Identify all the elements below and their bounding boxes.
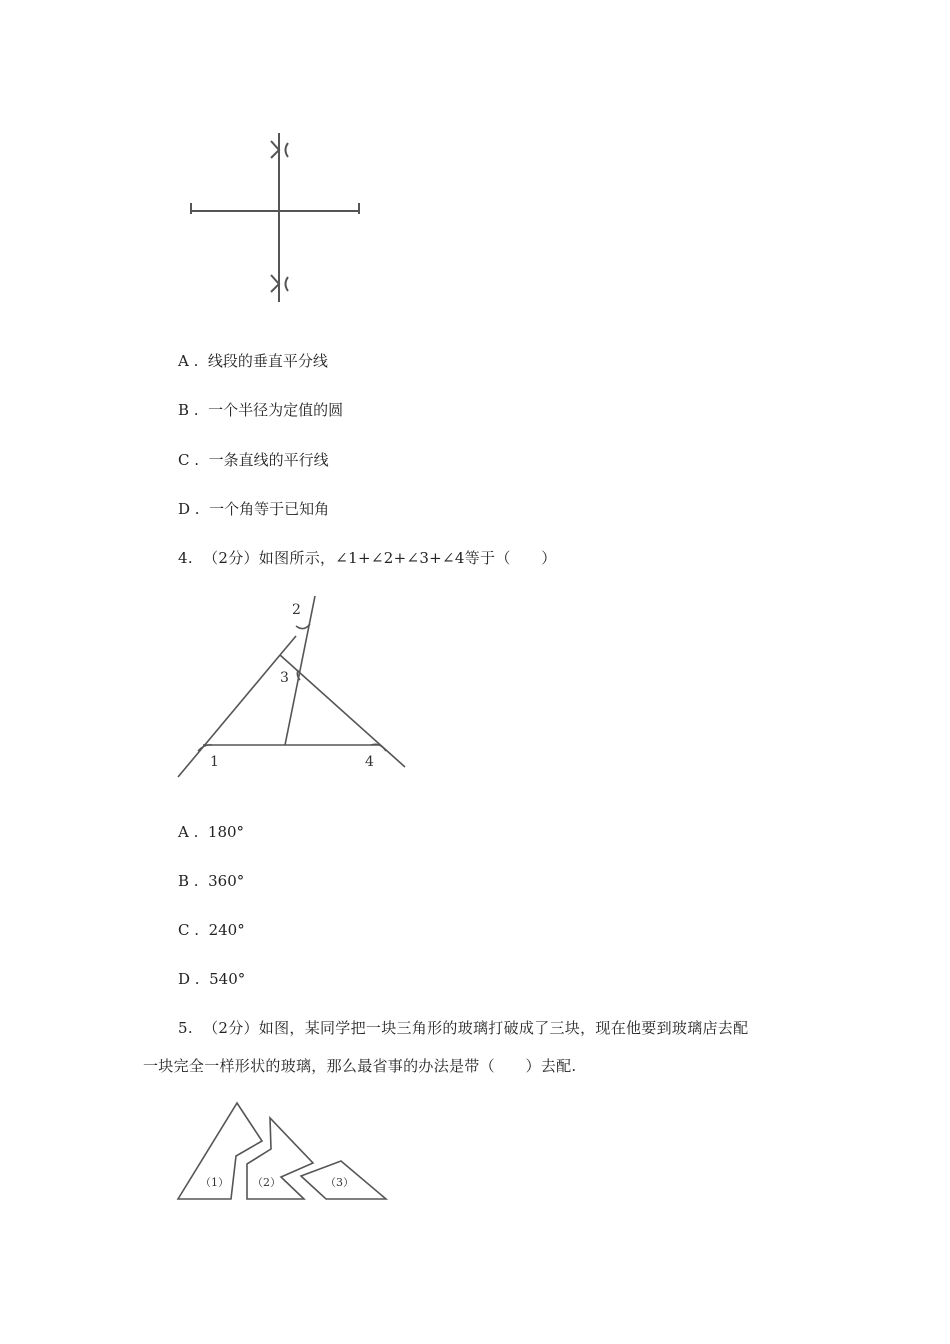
piece-label-2: （2）: [252, 1176, 281, 1189]
right-side-line: [280, 655, 405, 767]
question-stem: （2分）如图，某同学把一块三角形的玻璃打破成了三块，现在他要到玻璃店去配: [203, 1019, 749, 1037]
angle-2-arc: [296, 624, 310, 629]
option-text: 180°: [207, 823, 245, 841]
option-d: D . 540°: [178, 970, 246, 988]
piece-label-3: （3）: [325, 1176, 354, 1189]
option-text: 一个半径为定值的圆: [208, 401, 344, 419]
piece-label-1: （1）: [200, 1176, 229, 1189]
top-left-side-line: [280, 636, 296, 655]
option-text: 一条直线的平行线: [208, 451, 329, 469]
option-text: 540°: [209, 970, 246, 988]
q5-stem-line-1: [178, 1018, 748, 1038]
angle-label-1: 1: [210, 754, 219, 770]
question-number: 5.: [178, 1019, 193, 1037]
angle-4-arc: [371, 744, 386, 751]
angle-label-2: 2: [292, 602, 301, 618]
bottom-arc-right: [286, 277, 289, 291]
glass-piece-1: [178, 1103, 262, 1199]
option-text: 一个角等于已知角: [209, 500, 330, 518]
option-d: D . 一个角等于已知角: [178, 500, 330, 518]
option-a: A . 线段的垂直平分线: [178, 352, 328, 370]
glass-piece-3: [301, 1161, 386, 1199]
question-stem: （2分）如图所示，∠1+∠2+∠3+∠4等于（ ）: [203, 549, 557, 567]
left-side-line: [178, 655, 280, 777]
angle-label-4: 4: [365, 754, 374, 770]
question-number: 4.: [178, 549, 193, 567]
option-c: C . 一条直线的平行线: [178, 451, 329, 469]
option-text: 线段的垂直平分线: [207, 352, 328, 370]
q5-stem-line-2: [143, 1056, 576, 1076]
transversal-line: [285, 596, 315, 745]
top-arc-right: [286, 143, 289, 157]
option-c: C . 240°: [178, 921, 245, 939]
q4-stem: [178, 548, 557, 568]
glass-piece-2: [247, 1118, 313, 1199]
question-stem-continued: 一块完全一样形状的玻璃，那么最省事的办法是带（ ）去配.: [143, 1057, 577, 1075]
option-b: B . 360°: [178, 872, 245, 890]
option-a: A . 180°: [178, 823, 245, 841]
angle-3-arc: [297, 670, 300, 680]
angle-label-3: 3: [280, 670, 289, 686]
bottom-arc-left: [271, 275, 279, 292]
option-text: 360°: [208, 872, 245, 890]
option-b: B . 一个半径为定值的圆: [178, 401, 344, 419]
option-text: 240°: [208, 921, 245, 939]
angle-1-arc: [198, 745, 212, 751]
top-arc-left: [271, 141, 279, 158]
